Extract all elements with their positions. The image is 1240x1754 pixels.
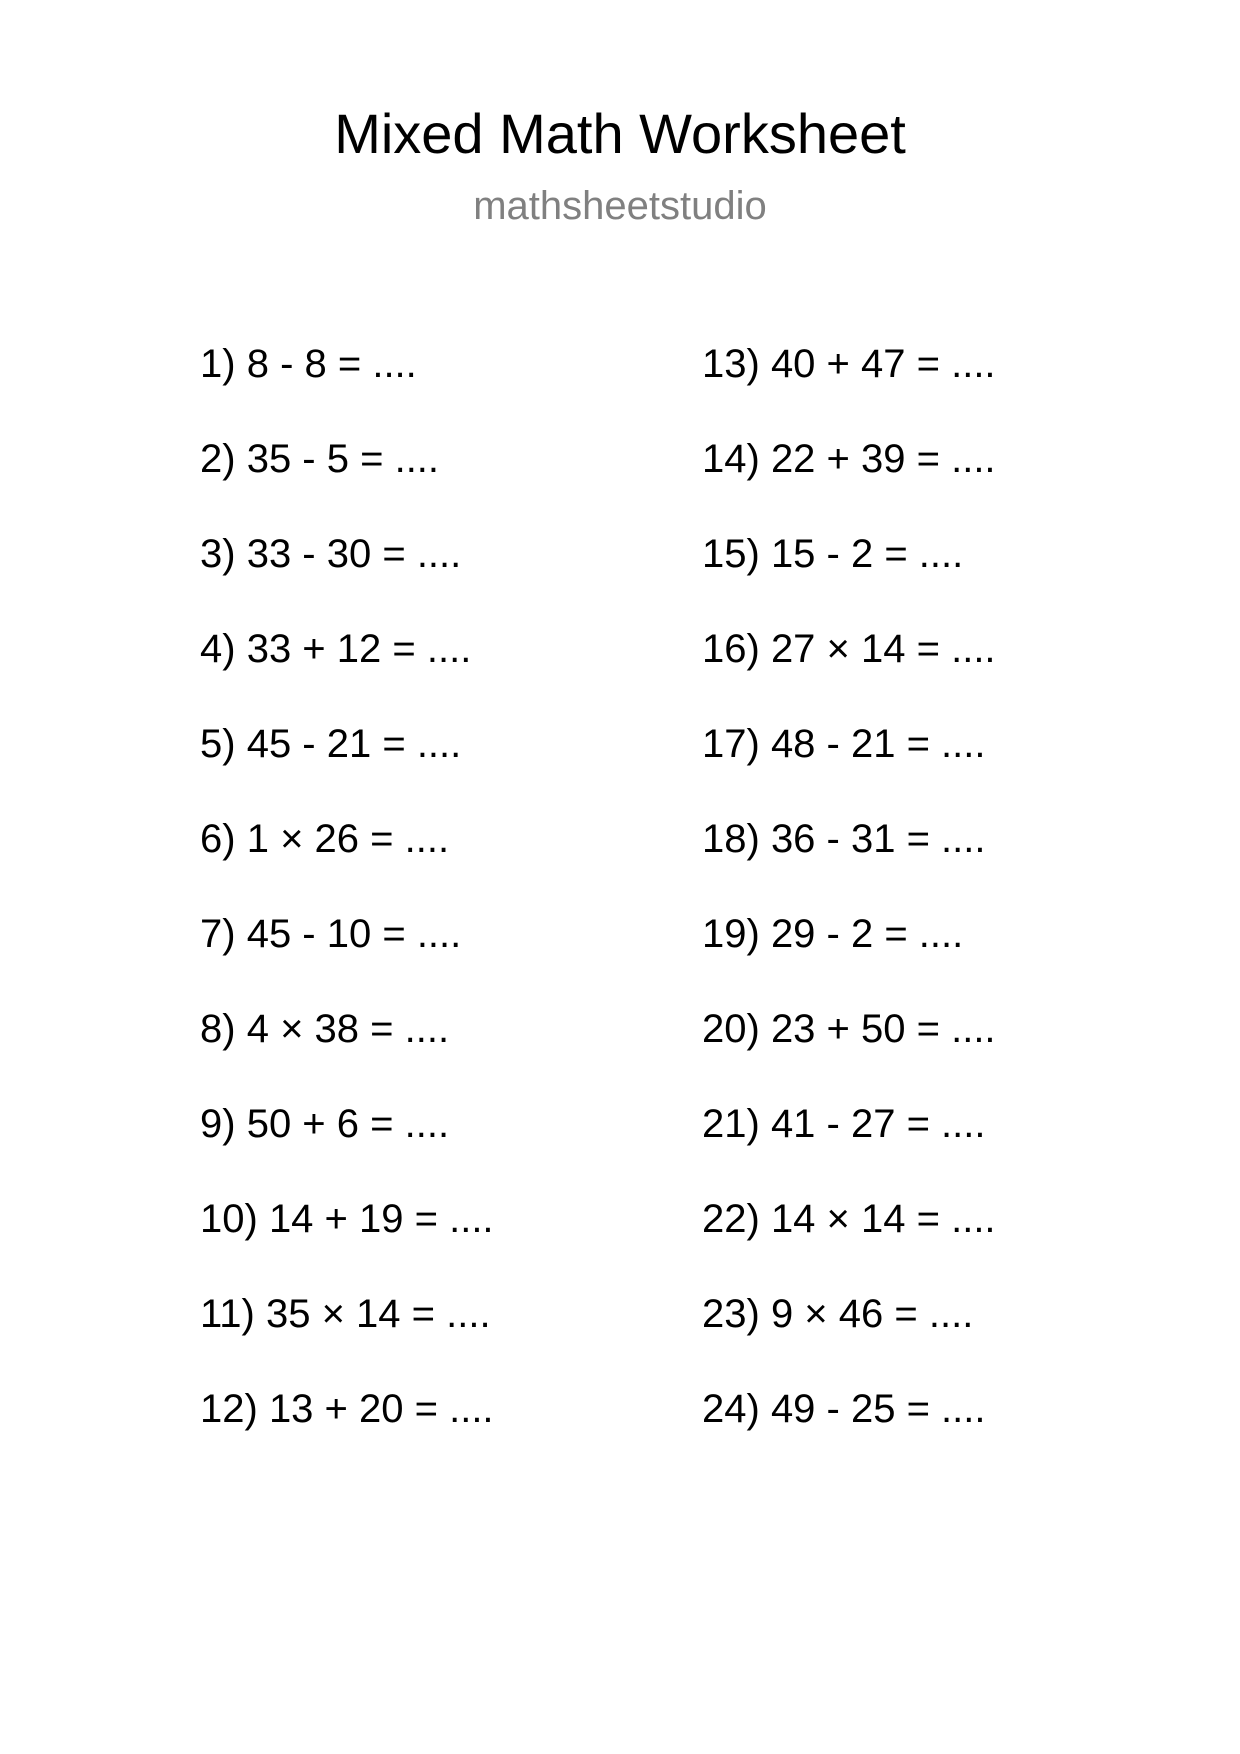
problem-number: 17) — [702, 722, 760, 766]
problem-expression: 41 - 27 = .... — [770, 1102, 986, 1146]
problem-number: 6) — [200, 817, 236, 861]
problem-item — [702, 530, 1182, 625]
problem-number: 2) — [200, 437, 236, 481]
problem-expression: 13 + 20 = .... — [268, 1387, 494, 1431]
problem-number: 24) — [702, 1387, 760, 1431]
problem-item — [200, 435, 680, 530]
problem-expression: 14 + 19 = .... — [268, 1197, 494, 1241]
problem-number: 5) — [200, 722, 236, 766]
problem-expression: 36 - 31 = .... — [770, 817, 986, 861]
problem-item — [200, 1005, 680, 1100]
problem-expression: 49 - 25 = .... — [770, 1387, 986, 1431]
problem-item — [200, 815, 680, 910]
problem-item — [702, 1385, 1182, 1480]
problem-expression: 45 - 10 = .... — [246, 912, 462, 956]
problem-item — [702, 1195, 1182, 1290]
problem-expression: 9 × 46 = .... — [770, 1292, 974, 1336]
problem-number: 1) — [200, 342, 236, 386]
problem-number: 4) — [200, 627, 236, 671]
problem-expression: 40 + 47 = .... — [770, 342, 996, 386]
problem-number: 10) — [200, 1197, 258, 1241]
problem-number: 22) — [702, 1197, 760, 1241]
problem-number: 8) — [200, 1007, 236, 1051]
problem-column-left — [200, 340, 680, 1480]
problem-item — [200, 1195, 680, 1290]
problem-number: 9) — [200, 1102, 236, 1146]
problem-expression: 1 × 26 = .... — [246, 817, 450, 861]
problem-number: 3) — [200, 532, 236, 576]
problem-expression: 22 + 39 = .... — [770, 437, 996, 481]
problem-number: 18) — [702, 817, 760, 861]
problem-item — [200, 340, 680, 435]
problem-expression: 33 + 12 = .... — [246, 627, 472, 671]
problem-list — [0, 340, 1240, 1480]
problem-item — [200, 625, 680, 720]
problem-item — [702, 1290, 1182, 1385]
problem-item — [702, 1100, 1182, 1195]
problem-expression: 27 × 14 = .... — [770, 627, 996, 671]
problem-expression: 35 - 5 = .... — [246, 437, 440, 481]
problem-expression: 29 - 2 = .... — [770, 912, 964, 956]
problem-expression: 48 - 21 = .... — [770, 722, 986, 766]
page-title: Mixed Math Worksheet — [334, 102, 906, 165]
problem-number: 13) — [702, 342, 760, 386]
problem-item — [702, 815, 1182, 910]
problem-item — [702, 435, 1182, 530]
problem-expression: 14 × 14 = .... — [770, 1197, 996, 1241]
problem-item — [200, 1385, 680, 1480]
problem-number: 15) — [702, 532, 760, 576]
problem-expression: 33 - 30 = .... — [246, 532, 462, 576]
problem-expression: 8 - 8 = .... — [246, 342, 417, 386]
problem-number: 12) — [200, 1387, 258, 1431]
problem-item — [200, 720, 680, 815]
problem-item — [200, 1100, 680, 1195]
problem-number: 11) — [200, 1292, 255, 1336]
problem-item — [702, 720, 1182, 815]
problem-number: 7) — [200, 912, 236, 956]
problem-number: 23) — [702, 1292, 760, 1336]
problem-number: 19) — [702, 912, 760, 956]
problem-expression: 50 + 6 = .... — [246, 1102, 450, 1146]
problem-item — [702, 625, 1182, 720]
problem-column-right — [702, 340, 1182, 1480]
problem-expression: 23 + 50 = .... — [770, 1007, 996, 1051]
page-subtitle: mathsheetstudio — [473, 184, 767, 228]
problem-number: 16) — [702, 627, 760, 671]
problem-number: 14) — [702, 437, 760, 481]
problem-number: 21) — [702, 1102, 760, 1146]
problem-item — [702, 340, 1182, 435]
problem-item — [200, 910, 680, 1005]
problem-expression: 35 × 14 = .... — [265, 1292, 491, 1336]
problem-item — [200, 530, 680, 625]
problem-expression: 45 - 21 = .... — [246, 722, 462, 766]
problem-item — [702, 910, 1182, 1005]
problem-expression: 15 - 2 = .... — [770, 532, 964, 576]
problem-item — [702, 1005, 1182, 1100]
problem-number: 20) — [702, 1007, 760, 1051]
problem-expression: 4 × 38 = .... — [246, 1007, 450, 1051]
problem-item — [200, 1290, 680, 1385]
